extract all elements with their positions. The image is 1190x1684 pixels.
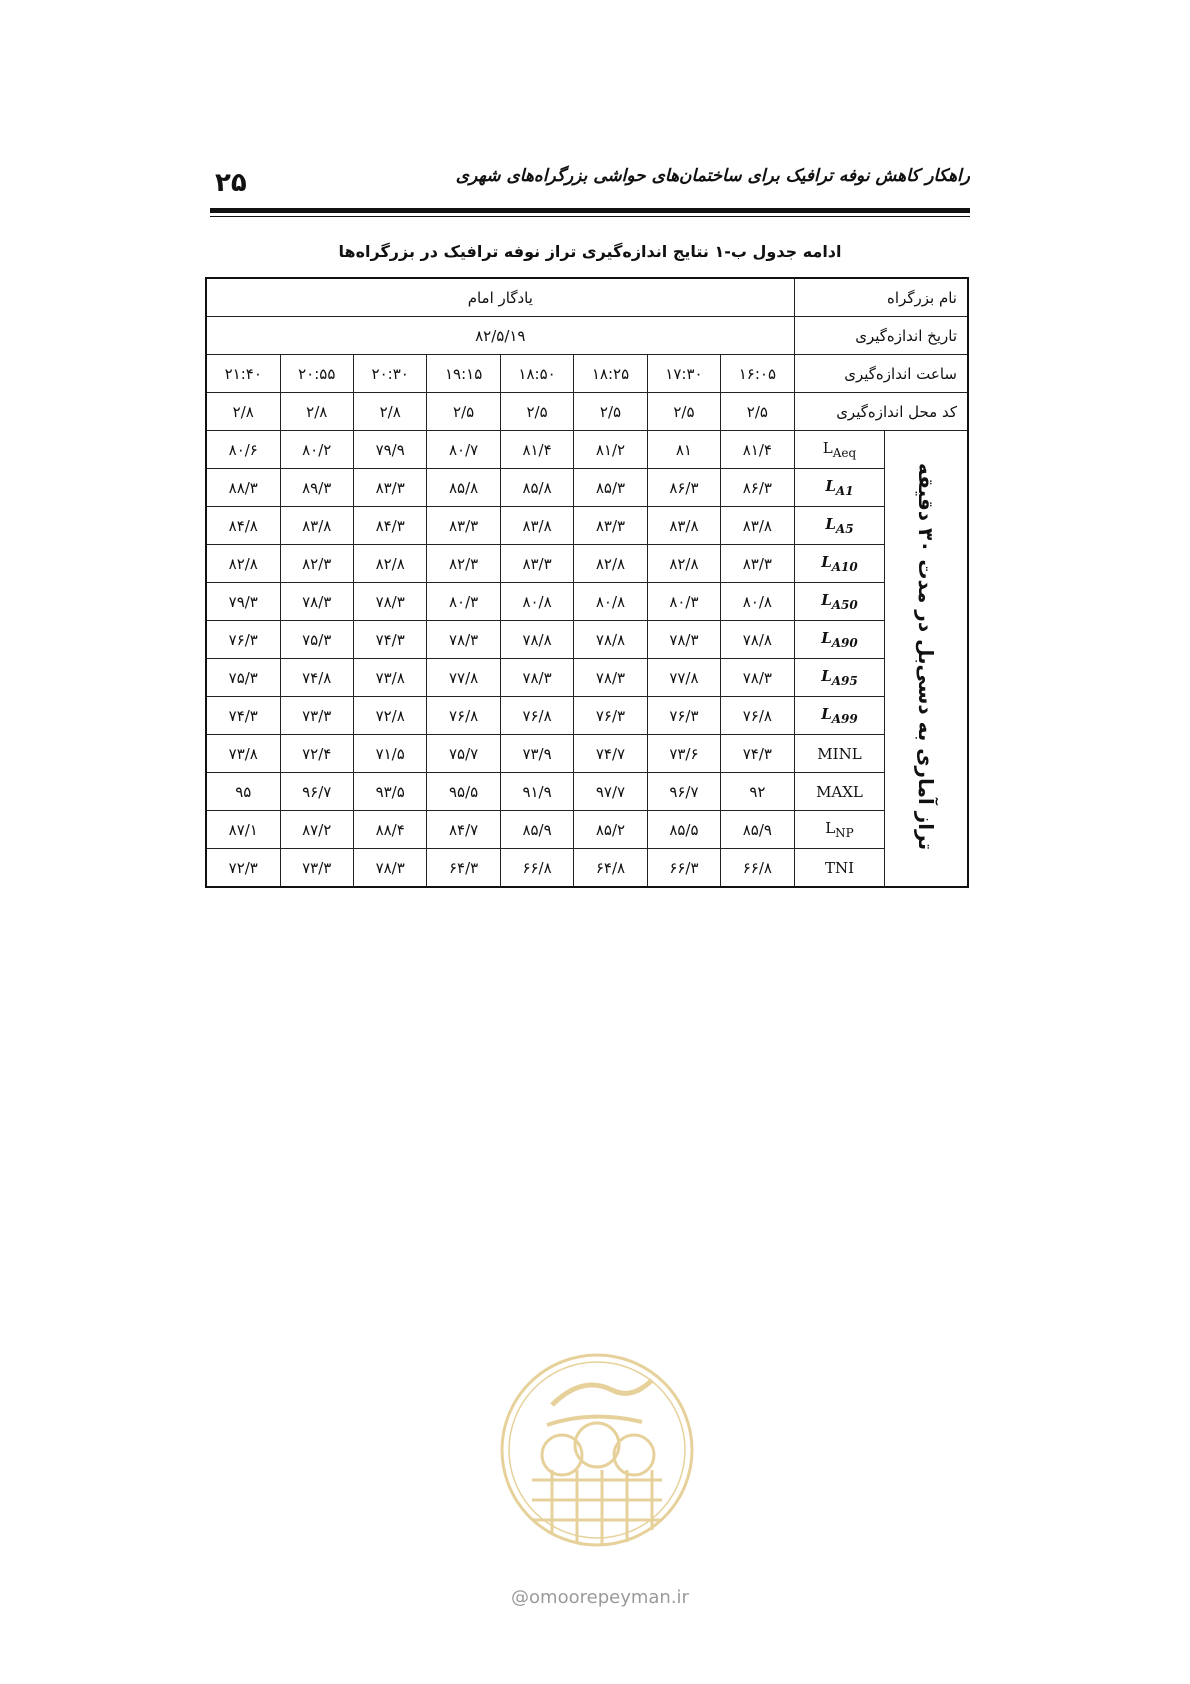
stat-group-label-cell (885, 431, 968, 888)
time-cell: ۱۸:۵۰ (500, 355, 573, 393)
location-row (206, 393, 968, 431)
stat-row (206, 697, 968, 735)
stat-value: ۸۶/۳ (721, 469, 794, 507)
stat-value: ۷۴/۷ (574, 735, 647, 773)
stat-value: ۷۴/۸ (280, 659, 353, 697)
stat-name-base: MINL (817, 744, 862, 763)
stat-value: ۸۲/۸ (353, 545, 426, 583)
time-row (206, 355, 968, 393)
stat-value: ۷۳/۸ (353, 659, 426, 697)
location-cell: ۲/۵ (647, 393, 720, 431)
stat-value: ۷۳/۳ (280, 697, 353, 735)
stat-name-subscript: A50 (831, 598, 858, 612)
stat-value: ۶۴/۳ (427, 849, 500, 888)
stat-value: ۸۲/۸ (574, 545, 647, 583)
stat-value: ۸۰/۷ (427, 431, 500, 469)
stat-value: ۸۵/۳ (574, 469, 647, 507)
stat-value: ۸۳/۳ (353, 469, 426, 507)
location-cell: ۲/۸ (353, 393, 426, 431)
stat-value: ۸۳/۳ (427, 507, 500, 545)
stat-value: ۹۳/۵ (353, 773, 426, 811)
stat-name (794, 659, 885, 697)
stat-value: ۸۲/۳ (427, 545, 500, 583)
stat-value: ۸۳/۳ (574, 507, 647, 545)
stat-value: ۸۳/۸ (500, 507, 573, 545)
stat-value: ۸۵/۹ (500, 811, 573, 849)
stat-name-base: L (821, 705, 832, 723)
stat-value: ۷۸/۳ (500, 659, 573, 697)
stat-name (794, 545, 885, 583)
stat-value: ۶۶/۳ (647, 849, 720, 888)
stat-name (794, 735, 885, 773)
stat-value: ۸۲/۸ (647, 545, 720, 583)
stat-value: ۷۹/۹ (353, 431, 426, 469)
stat-row (206, 659, 968, 697)
header-rule-thick (210, 208, 970, 213)
time-cell: ۲۱:۴۰ (206, 355, 280, 393)
date-label: تاریخ اندازه‌گیری (794, 317, 968, 355)
location-cell: ۲/۸ (206, 393, 280, 431)
stat-value: ۷۸/۳ (574, 659, 647, 697)
stat-value: ۷۲/۸ (353, 697, 426, 735)
stat-value: ۸۷/۲ (280, 811, 353, 849)
stat-value: ۹۵/۵ (427, 773, 500, 811)
time-cell: ۱۹:۱۵ (427, 355, 500, 393)
stat-value: ۷۸/۳ (353, 583, 426, 621)
stat-value: ۸۵/۸ (427, 469, 500, 507)
stat-name-base: L (825, 819, 836, 837)
stat-value: ۷۴/۳ (721, 735, 794, 773)
stat-row (206, 507, 968, 545)
stat-value: ۷۵/۳ (206, 659, 280, 697)
stat-value: ۸۷/۱ (206, 811, 280, 849)
stat-value: ۸۱/۲ (574, 431, 647, 469)
stat-value: ۸۰/۸ (500, 583, 573, 621)
stat-value: ۷۴/۳ (206, 697, 280, 735)
stat-value: ۸۵/۲ (574, 811, 647, 849)
stat-value: ۸۴/۸ (206, 507, 280, 545)
stat-value: ۸۸/۳ (206, 469, 280, 507)
location-cell: ۲/۵ (427, 393, 500, 431)
stat-name-base: L (821, 591, 832, 609)
stat-name-subscript: A90 (831, 636, 858, 650)
stat-name (794, 811, 885, 849)
stat-name-subscript: A1 (835, 484, 854, 498)
time-cell: ۱۸:۲۵ (574, 355, 647, 393)
stat-value: ۷۶/۸ (427, 697, 500, 735)
stat-value: ۷۸/۳ (353, 849, 426, 888)
stat-value: ۸۴/۷ (427, 811, 500, 849)
page-number: ۲۵ (215, 168, 247, 198)
stat-row (206, 469, 968, 507)
stat-value: ۷۴/۳ (353, 621, 426, 659)
stat-value: ۷۶/۳ (206, 621, 280, 659)
stat-row (206, 849, 968, 888)
time-cell: ۲۰:۳۰ (353, 355, 426, 393)
stat-value: ۷۳/۶ (647, 735, 720, 773)
stat-value: ۸۵/۵ (647, 811, 720, 849)
stat-name-subscript: A99 (831, 712, 858, 726)
stat-name (794, 697, 885, 735)
stat-value: ۸۶/۳ (647, 469, 720, 507)
stat-value: ۹۱/۹ (500, 773, 573, 811)
stat-name-subscript: A95 (831, 674, 858, 688)
stat-value: ۸۰/۸ (574, 583, 647, 621)
time-cell: ۲۰:۵۵ (280, 355, 353, 393)
stat-name-base: L (825, 477, 836, 495)
stat-value: ۷۸/۳ (427, 621, 500, 659)
stat-value: ۶۴/۸ (574, 849, 647, 888)
stat-value: ۷۸/۳ (280, 583, 353, 621)
stat-value: ۷۲/۳ (206, 849, 280, 888)
stat-row (206, 773, 968, 811)
noise-results-table (205, 277, 969, 888)
location-cell: ۲/۸ (280, 393, 353, 431)
stat-value: ۸۵/۸ (500, 469, 573, 507)
stat-name-base: L (821, 553, 832, 571)
stat-value: ۷۶/۳ (574, 697, 647, 735)
stat-value: ۷۵/۳ (280, 621, 353, 659)
stat-value: ۷۲/۴ (280, 735, 353, 773)
highway-label: نام بزرگراه (794, 278, 968, 317)
stat-value: ۸۹/۳ (280, 469, 353, 507)
stat-value: ۷۳/۸ (206, 735, 280, 773)
stat-value: ۸۰/۶ (206, 431, 280, 469)
stat-value: ۸۱ (647, 431, 720, 469)
stat-value: ۷۶/۳ (647, 697, 720, 735)
stat-value: ۷۳/۳ (280, 849, 353, 888)
highway-name: یادگار امام (206, 278, 794, 317)
stat-row (206, 431, 968, 469)
stat-value: ۷۶/۸ (721, 697, 794, 735)
watermark-logo (492, 1330, 702, 1580)
stat-row (206, 811, 968, 849)
stat-value: ۸۰/۸ (721, 583, 794, 621)
stat-name-base: MAXL (816, 782, 863, 801)
stat-value: ۷۷/۸ (647, 659, 720, 697)
time-cell: ۱۶:۰۵ (721, 355, 794, 393)
location-cell: ۲/۵ (574, 393, 647, 431)
stat-name (794, 431, 885, 469)
location-cell: ۲/۵ (721, 393, 794, 431)
stat-value: ۸۸/۴ (353, 811, 426, 849)
stat-value: ۸۴/۳ (353, 507, 426, 545)
stat-value: ۶۶/۸ (721, 849, 794, 888)
stat-value: ۸۰/۲ (280, 431, 353, 469)
location-cell: ۲/۵ (500, 393, 573, 431)
stat-name-base: TNI (824, 858, 855, 877)
watermark-handle: @omoorepeyman.ir (511, 1587, 689, 1608)
stat-value: ۸۲/۸ (206, 545, 280, 583)
stat-name-subscript: A10 (831, 560, 858, 574)
stat-row (206, 735, 968, 773)
stat-value: ۷۸/۸ (500, 621, 573, 659)
stat-value: ۸۳/۸ (647, 507, 720, 545)
location-label: کد محل اندازه‌گیری (794, 393, 968, 431)
stat-value: ۸۲/۳ (280, 545, 353, 583)
stat-value: ۷۹/۳ (206, 583, 280, 621)
table-caption: ادامه جدول ب-۱ نتایج اندازه‌گیری تراز نوفه ترافیک در بزرگراه‌ها (338, 242, 842, 261)
stat-value: ۸۳/۳ (721, 545, 794, 583)
date-value: ۸۲/۵/۱۹ (206, 317, 794, 355)
stat-value: ۷۷/۸ (427, 659, 500, 697)
stat-name (794, 507, 885, 545)
time-label: ساعت اندازه‌گیری (794, 355, 968, 393)
stat-value: ۹۲ (721, 773, 794, 811)
stat-value: ۸۰/۳ (427, 583, 500, 621)
stat-name (794, 469, 885, 507)
stat-value: ۷۸/۸ (721, 621, 794, 659)
stat-value: ۸۳/۳ (500, 545, 573, 583)
stat-value: ۸۰/۳ (647, 583, 720, 621)
stat-value: ۷۸/۳ (721, 659, 794, 697)
stat-value: ۷۶/۸ (500, 697, 573, 735)
stat-value: ۸۱/۴ (721, 431, 794, 469)
stat-name-base: L (821, 667, 832, 685)
stat-value: ۸۳/۸ (280, 507, 353, 545)
stat-value: ۷۸/۸ (574, 621, 647, 659)
stat-value: ۸۱/۴ (500, 431, 573, 469)
stat-name (794, 773, 885, 811)
stat-name-subscript: NP (835, 826, 854, 840)
stat-group-label: تراز آماری به دسی‌بل در مدت ۳۰ دقیقه (914, 462, 939, 851)
date-row (206, 317, 968, 355)
stat-name-base: L (825, 515, 836, 533)
stat-row (206, 545, 968, 583)
stat-name-base: L (821, 629, 832, 647)
stat-name-base: L (822, 439, 833, 457)
page-header (210, 160, 970, 200)
stat-value: ۹۵ (206, 773, 280, 811)
stat-value: ۸۵/۹ (721, 811, 794, 849)
stat-value: ۸۳/۸ (721, 507, 794, 545)
stat-value: ۹۷/۷ (574, 773, 647, 811)
stat-value: ۷۸/۳ (647, 621, 720, 659)
stat-name (794, 849, 885, 888)
highway-row (206, 278, 968, 317)
time-cell: ۱۷:۳۰ (647, 355, 720, 393)
stat-name-subscript: Aeq (832, 446, 857, 460)
stat-name (794, 621, 885, 659)
stat-value: ۶۶/۸ (500, 849, 573, 888)
stat-value: ۹۶/۷ (280, 773, 353, 811)
stat-value: ۹۶/۷ (647, 773, 720, 811)
running-title: راهکار کاهش نوفه ترافیک برای ساختمان‌های حواشی بزرگراه‌های شهری (455, 166, 970, 186)
stat-value: ۷۵/۷ (427, 735, 500, 773)
header-rule-thin (210, 216, 970, 217)
stat-row (206, 621, 968, 659)
stat-value: ۷۳/۹ (500, 735, 573, 773)
stat-name (794, 583, 885, 621)
stat-row (206, 583, 968, 621)
stat-value: ۷۱/۵ (353, 735, 426, 773)
stat-name-subscript: A5 (835, 522, 854, 536)
